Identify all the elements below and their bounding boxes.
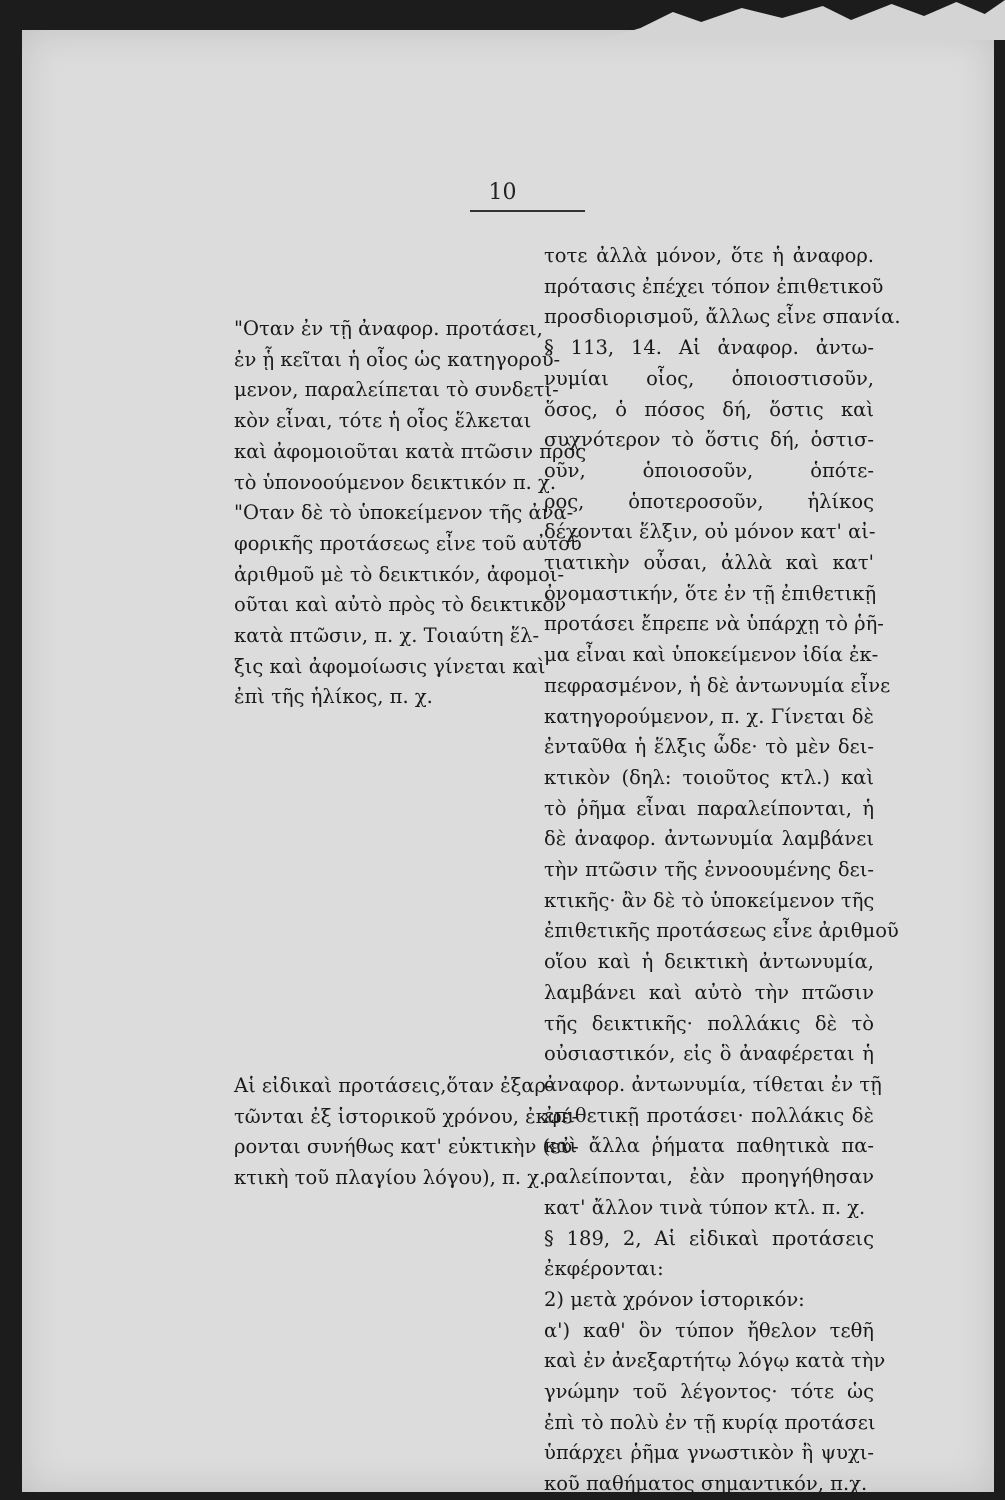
text-line: μα εἶναι καὶ ὑποκείμενον ἰδία ἐκ- <box>544 643 879 667</box>
text-line: συχνότερον τὸ ὅστις δή, ὁστισ- <box>544 428 874 452</box>
text-line: α') καθ' ὃν τύπον ἤθελον τεθῆ <box>544 1318 874 1342</box>
text-line: τῶνται ἐξ ἱστορικοῦ χρόνου, ἐκφέ- <box>234 1104 579 1128</box>
text-line: § 113, 14. Αἱ ἀναφορ. ἀντω- <box>544 336 874 360</box>
text-line: οῦται καὶ αὐτὸ πρὸς τὸ δεικτικὸν <box>234 593 567 617</box>
text-line: κτικὸν (δηλ: τοιοῦτος κτλ.) καὶ <box>544 765 874 789</box>
text-line: καὶ ἄλλα ῥήματα παθητικὰ πα- <box>544 1134 874 1158</box>
text-line: κατηγορούμενον, π. χ. Γίνεται δὲ <box>544 704 874 728</box>
text-line: ραλείπονται, ἐὰν προηγήθησαν <box>544 1165 874 1189</box>
torn-edge <box>600 0 1005 40</box>
text-line: πεφρασμένον, ἡ δὲ ἀντωνυμία εἶνε <box>544 673 891 697</box>
text-line: φορικῆς προτάσεως εἶνε τοῦ αὐτοῦ <box>234 531 582 555</box>
text-line: 2) μετὰ χρόνον ἱστορικόν: <box>544 1287 805 1311</box>
text-line: κατ' ἄλλον τινὰ τύπον κτλ. π. χ. <box>544 1195 866 1219</box>
text-line: τῆς δεικτικῆς· πολλάκις δὲ τὸ <box>544 1011 874 1035</box>
text-line: κτικῆς· ἂν δὲ τὸ ὑποκείμενον τῆς <box>544 888 875 912</box>
text-line: ἀναφορ. ἀντωνυμία, τίθεται ἐν τῇ <box>544 1072 882 1096</box>
left-column-top-paragraph <box>234 314 587 713</box>
text-line: προσδιορισμοῦ, ἄλλως εἶνε σπανία. <box>544 305 901 329</box>
text-line: τὴν πτῶσιν τῆς ἐννοουμένης δει- <box>544 858 874 882</box>
text-line: καὶ ἐν ἀνεξαρτήτῳ λόγῳ κατὰ τὴν <box>544 1349 886 1373</box>
text-line: ὅσος, ὁ πόσος δή, ὅστις καὶ <box>544 397 874 421</box>
text-line: καὶ ἀφομοιοῦται κατὰ πτῶσιν πρὸς <box>234 439 587 463</box>
text-line: οῦν, ὁποιοσοῦν, ὁπότε- <box>544 458 874 482</box>
text-line: λαμβάνει καὶ αὐτὸ τὴν πτῶσιν <box>544 980 874 1004</box>
text-line: ἐπὶ τὸ πολὺ ἐν τῇ κυρίᾳ προτάσει <box>544 1410 876 1434</box>
text-line: προτάσει ἔπρεπε νὰ ὑπάρχῃ τὸ ῥῆ- <box>544 612 884 636</box>
text-line: ὑπάρχει ῥῆμα γνωστικὸν ἢ ψυχι- <box>544 1441 874 1465</box>
text-line: νυμίαι οἷος, ὁποιοστισοῦν, <box>544 366 874 390</box>
text-line: ἐπὶ τῆς ἡλίκος, π. χ. <box>234 685 433 709</box>
text-line: § 189, 2, Αἱ εἰδικαὶ προτάσεις <box>544 1226 874 1250</box>
text-line: δὲ ἀναφορ. ἀντωνυμία λαμβάνει <box>544 827 874 851</box>
right-column-text <box>544 241 901 1500</box>
text-line: τὸ ὑπονοούμενον δεικτικόν π. χ. <box>234 470 557 494</box>
header-rule <box>470 210 585 212</box>
text-line: ξις καὶ ἀφομοίωσις γίνεται καὶ <box>234 654 546 678</box>
text-line: κὸν εἶναι, τότε ἡ οἷος ἕλκεται <box>234 409 532 433</box>
text-line: μενον, παραλείπεται τὸ συνδετι- <box>234 378 559 402</box>
text-line: γνώμην τοῦ λέγοντος· τότε ὡς <box>544 1380 874 1404</box>
text-line: τὸ ῥῆμα εἶναι παραλείπονται, ἡ <box>544 796 874 820</box>
text-line: οὐσιαστικόν, εἰς ὃ ἀναφέρεται ἡ <box>544 1042 874 1066</box>
text-line: ἐνταῦθα ἡ ἕλξις ὧδε· τὸ μὲν δει- <box>544 735 874 759</box>
text-line: δέχονται ἕλξιν, οὐ μόνον κατ' αἰ- <box>544 520 876 544</box>
text-line: ἐκφέρονται: <box>544 1257 664 1281</box>
text-line: Αἱ εἰδικαὶ προτάσεις,ὅταν ἐξαρ- <box>234 1074 553 1097</box>
text-line: πρότασις ἐπέχει τόπον ἐπιθετικοῦ <box>544 274 884 298</box>
text-line: ἐπιθετικῇ προτάσει· πολλάκις δὲ <box>544 1103 874 1127</box>
text-line: "Οταν ἐν τῇ ἀναφορ. προτάσει, <box>234 317 543 340</box>
text-line: ρος, ὁποτεροσοῦν, ἡλίκος <box>544 489 874 513</box>
text-line: κοῦ παθήματος σημαντικόν, π.χ. <box>544 1472 868 1496</box>
text-line: κτικὴ τοῦ πλαγίου λόγου), π. χ. <box>234 1166 546 1190</box>
text-line: οἵου καὶ ἡ δεικτικὴ ἀντωνυμία, <box>544 950 874 974</box>
left-column-bottom-paragraph <box>234 1071 579 1194</box>
text-line: ἐν ᾗ κεῖται ἡ οἷος ὡς κατηγορού- <box>234 347 561 371</box>
text-line: κατὰ πτῶσιν, π. χ. Τοιαύτη ἕλ- <box>234 624 540 648</box>
page-number: 10 <box>488 180 517 205</box>
text-line: ἀριθμοῦ μὲ τὸ δεικτικόν, ἀφομοι- <box>234 562 565 586</box>
text-line: τιατικὴν οὖσαι, ἀλλὰ καὶ κατ' <box>544 551 874 575</box>
text-line: ὀνομαστικήν, ὅτε ἐν τῇ ἐπιθετικῇ <box>544 581 877 605</box>
text-line: τοτε ἀλλὰ μόνον, ὅτε ἡ ἀναφορ. <box>544 244 874 267</box>
text-line: "Οταν δὲ τὸ ὑποκείμενον τῆς ἀνα- <box>234 501 574 525</box>
text-line: ρονται συνήθως κατ' εὐκτικὴν (εὐ- <box>234 1135 579 1159</box>
text-line: ἐπιθετικῆς προτάσεως εἶνε ἀριθμοῦ <box>544 919 899 943</box>
